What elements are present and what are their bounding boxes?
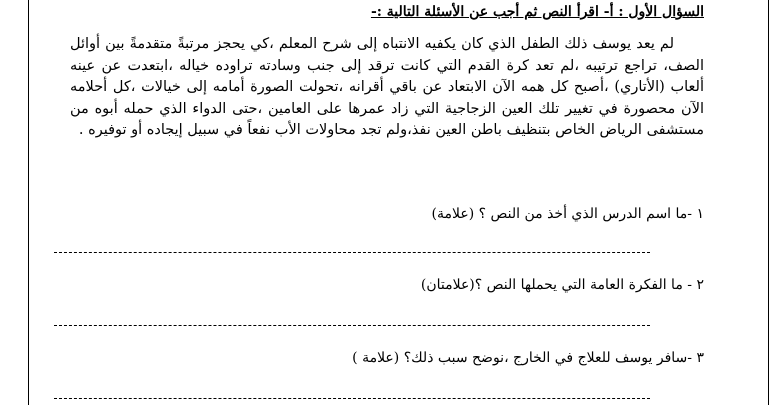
passage-text: لم يعد يوسف ذلك الطفل الذي كان يكفيه الانتباه إلى شرح المعلم ،كي يحجز مرتبةً متقدمةً بين أوائل الصف، تراجع ترتيبه ،لم تعد كرة القدم التي كانت ترقد إلى جنب وسادته تراوده خياله ،ابتعدت عن عينه ألعاب (الأتاري) ،أصبح كل همه الآن الابتعاد عن باقي أقرانه ،تحولت الصورة أمامه إلى خيالات ،كل أحلامه الآن محصورة في تغيير تلك العين الزجاجية التي زاد عمرها على العامين ،حتى الدواء الذي حمله أبوه من مستشفى الرياض الخاص بتنظيف باطن العين نفذ،ولم تجد محاولات الأب نفعاً في سبيل إيجاده أو توفيره . <box>70 36 704 138</box>
question-2: ٢ - ما الفكرة العامة التي يحملها النص ؟(علامتان) <box>420 277 704 293</box>
answer-line-1[interactable] <box>54 252 650 253</box>
answer-line-2[interactable] <box>54 325 650 326</box>
question-heading: السؤال الأول : أ- اقرأ النص ثم أجب عن الأسئلة التالية :- <box>370 4 704 20</box>
question-1: ١ -ما اسم الدرس الذي أخذ من النص ؟ (علامة) <box>431 206 704 222</box>
right-border-line <box>768 0 769 405</box>
question-3: ٣ -سافر يوسف للعلاج في الخارج ،نوضح سبب ذلك؟ (علامة ) <box>352 350 704 366</box>
answer-line-3[interactable] <box>54 398 650 399</box>
left-border-line <box>28 0 29 405</box>
reading-passage <box>70 34 704 142</box>
